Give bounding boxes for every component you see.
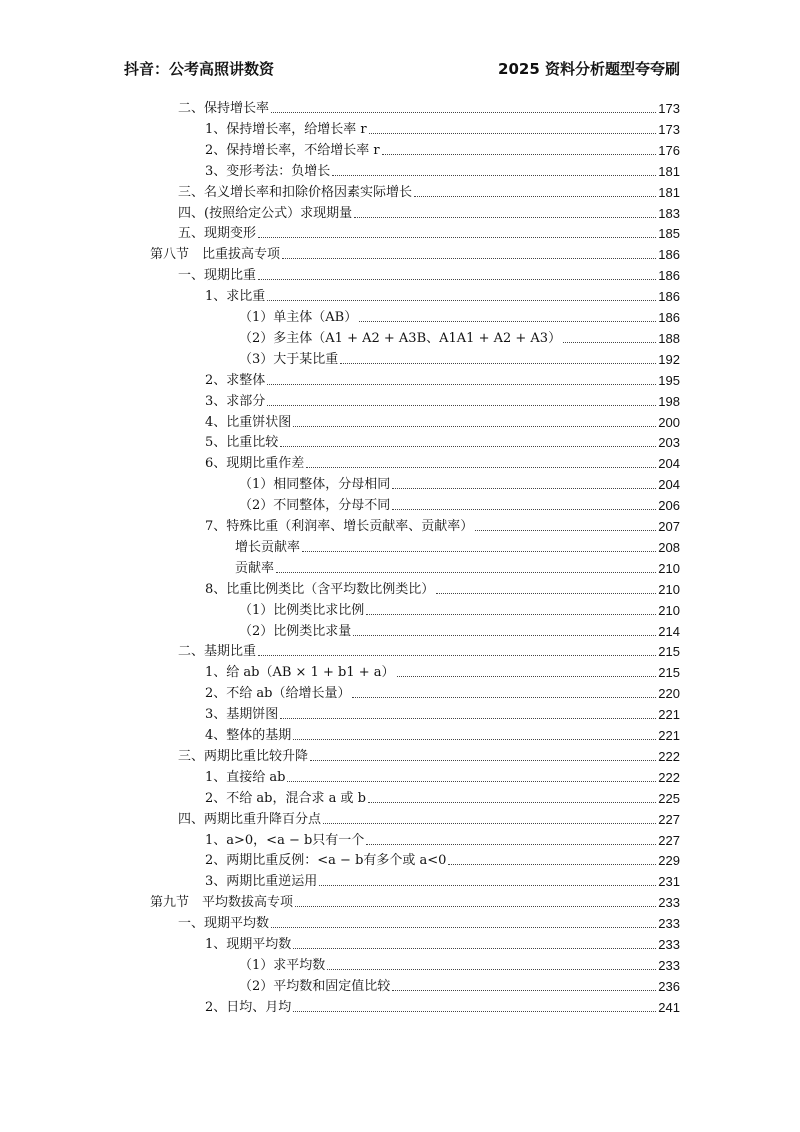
header-left-text: 抖音：公考高照讲数资 [124,60,275,78]
toc-entry-label: （2）平均数和固定值比较 [239,978,391,994]
toc-entry-label: （1）单主体（AB） [239,310,358,325]
toc-entry-label: 7、特殊比重（利润率、增长贡献率、贡献率） [205,519,474,534]
toc-entry-label: （1）相同整体，分母相同 [239,477,391,493]
toc-entry-page-number: 214 [658,623,680,639]
toc-entry[interactable] [235,536,680,556]
toc-entry[interactable] [205,682,680,702]
toc-dot-leader [332,175,656,176]
toc-entry-label: 四、(按照给定公式）求现期量 [178,205,353,221]
toc-entry-page-number: 210 [658,581,680,597]
toc-entry-page-number: 204 [658,477,680,493]
toc-dot-leader [302,551,656,552]
toc-entry-label: 6、现期比重作差 [205,456,305,472]
toc-dot-leader [369,133,657,134]
toc-entry-page-number: 183 [658,205,680,221]
toc-entry-label: 增长贡献率 [235,539,301,555]
toc-dot-leader [323,823,656,824]
page-header [124,58,680,82]
toc-entry-label: 3、两期比重逆运用 [205,874,318,890]
toc-entry-page-number: 188 [658,330,680,346]
toc-dot-leader [397,676,657,677]
toc-entry[interactable] [205,829,680,849]
toc-entry-page-number: 233 [658,937,680,952]
toc-entry-page-number: 227 [658,811,680,827]
toc-entry-label: （1）求平均数 [239,957,326,973]
toc-dot-leader [382,154,657,155]
toc-dot-leader [282,258,656,259]
toc-dot-leader [366,614,656,615]
toc-entry-label: 2、不给 ab（给增长量） [205,686,351,702]
toc-dot-leader [293,948,656,949]
toc-entry-label: 3、基期饼图 [205,707,279,723]
toc-entry[interactable] [205,933,680,953]
toc-entry[interactable] [178,222,680,242]
toc-entry-label: 1、给 ab（AB × 1 + b1 + a） [205,665,395,681]
toc-entry-page-number: 192 [658,351,680,367]
toc-entry-page-number: 231 [658,874,680,890]
toc-entry[interactable] [205,724,680,744]
toc-entry-label: 3、求部分 [205,393,266,409]
toc-dot-leader [475,530,656,531]
toc-entry-page-number: 233 [658,957,680,973]
toc-dot-leader [436,593,656,594]
toc-entry[interactable] [178,912,680,932]
toc-entry[interactable] [239,348,680,368]
toc-entry-label: 二、保持增长率 [178,101,270,116]
toc-entry-label: 2、求整体 [205,372,266,388]
toc-entry[interactable] [205,870,680,890]
toc-entry[interactable] [205,160,680,180]
toc-entry[interactable] [178,745,680,765]
toc-dot-leader [293,1011,656,1012]
toc-entry-label: 5、比重比较 [205,435,279,451]
toc-entry-page-number: 186 [658,289,680,305]
toc-entry-page-number: 173 [658,121,680,137]
toc-entry-page-number: 233 [658,895,680,911]
toc-entry-page-number: 206 [658,498,680,514]
toc-entry[interactable] [239,599,680,619]
toc-entry-label: （3）大于某比重 [239,351,339,367]
toc-dot-leader [327,969,656,970]
toc-entry-page-number: 215 [658,644,680,660]
header-right-text: 2025 资料分析题型夸夸刷 [498,60,680,78]
toc-dot-leader [359,321,656,322]
toc-entry[interactable] [239,975,680,995]
toc-entry-page-number: 181 [658,184,680,200]
toc-entry-page-number: 236 [658,978,680,994]
toc-entry-page-number: 200 [658,414,680,430]
toc-dot-leader [280,446,656,447]
toc-entry-label: （1）比例类比求比例 [239,602,365,618]
toc-dot-leader [287,781,656,782]
toc-dot-leader [271,927,656,928]
toc-entry-label: （2）比例类比求量 [239,623,352,639]
toc-entry-page-number: 185 [658,226,680,242]
toc-dot-leader [271,112,656,113]
toc-entry-label: 贡献率 [235,560,275,576]
toc-entry[interactable] [205,703,680,723]
toc-entry-label: 二、基期比重 [178,644,257,660]
toc-entry[interactable] [178,808,680,828]
toc-entry-label: 1、直接给 ab [205,769,286,785]
toc-entry[interactable] [205,766,680,786]
toc-entry-page-number: 186 [658,310,680,325]
toc-entry-page-number: 220 [658,686,680,702]
toc-entry-page-number: 241 [658,999,680,1015]
toc-entry-label: 4、整体的基期 [205,728,292,743]
toc-entry-page-number: 203 [658,435,680,451]
toc-entry-label: 2、两期比重反例：<a − b有多个或 a<0 [205,853,447,869]
toc-entry[interactable] [205,515,680,535]
toc-entry-label: （2）不同整体，分母不同 [239,498,391,514]
toc-entry-label: 三、名义增长率和扣除价格因素实际增长 [178,184,413,200]
toc-dot-leader [366,844,656,845]
toc-entry-label: 五、现期变形 [178,226,257,242]
toc-entry-label: 2、保持增长率，不给增长率 r [205,142,380,158]
toc-entry-label: 1、现期平均数 [205,937,292,952]
toc-entry-label: 4、比重饼状图 [205,414,292,430]
toc-entry-label: 第八节 比重拔高专项 [150,247,281,263]
toc-entry[interactable] [178,181,680,201]
toc-entry[interactable] [205,369,680,389]
toc-dot-leader [267,384,656,385]
toc-entry[interactable] [239,306,680,326]
toc-entry-label: 一、现期比重 [178,268,257,284]
toc-entry[interactable] [205,390,680,410]
toc-dot-leader [293,426,656,427]
toc-entry-page-number: 198 [658,393,680,409]
toc-entry[interactable] [178,640,680,660]
toc-entry-label: （2）多主体（A1 + A2 + A3B、A1A1 + A2 + A3） [239,330,562,346]
toc-entry-label: 3、变形考法：负增长 [205,163,331,179]
toc-entry[interactable] [205,285,680,305]
toc-dot-leader [352,697,656,698]
toc-entry-page-number: 181 [658,163,680,179]
toc-entry-page-number: 221 [658,707,680,723]
toc-entry-page-number: 208 [658,539,680,555]
toc-entry-label: 一、现期平均数 [178,916,270,932]
toc-entry-page-number: 227 [658,832,680,848]
toc-entry-page-number: 210 [658,602,680,618]
toc-dot-leader [310,760,656,761]
toc-entry-label: 三、两期比重比较升降 [178,748,309,764]
toc-entry[interactable] [205,452,680,472]
toc-dot-leader [295,906,656,907]
toc-entry[interactable] [150,243,680,263]
toc-entry[interactable] [178,202,680,222]
toc-entry-label: 1、保持增长率，给增长率 r [205,121,367,137]
toc-entry[interactable] [239,620,680,640]
toc-dot-leader [414,196,656,197]
toc-entry-page-number: 173 [658,101,680,116]
toc-entry[interactable] [239,494,680,514]
toc-entry[interactable] [205,578,680,598]
toc-entry-page-number: 229 [658,853,680,869]
toc-entry-label: 2、日均、月均 [205,999,292,1015]
toc-entry-page-number: 204 [658,456,680,472]
toc-entry-page-number: 221 [658,728,680,743]
toc-entry[interactable] [178,97,680,117]
toc-entry-page-number: 186 [658,268,680,284]
toc-entry[interactable] [205,849,680,869]
toc-dot-leader [392,509,656,510]
toc-entry[interactable] [150,891,680,911]
toc-entry-label: 2、不给 ab，混合求 a 或 b [205,790,366,806]
toc-entry[interactable] [205,118,680,138]
toc-dot-leader [448,864,656,865]
toc-dot-leader [340,363,656,364]
toc-dot-leader [258,655,656,656]
toc-dot-leader [258,237,656,238]
toc-entry-page-number: 186 [658,247,680,263]
toc-entry[interactable] [239,327,680,347]
toc-entry[interactable] [205,411,680,431]
toc-entry[interactable] [239,473,680,493]
toc-entry[interactable] [178,264,680,284]
toc-dot-leader [276,572,656,573]
toc-entry-label: 第九节 平均数拔高专项 [150,895,294,911]
toc-dot-leader [280,718,656,719]
toc-entry[interactable] [239,954,680,974]
toc-entry-label: 1、求比重 [205,289,266,305]
toc-dot-leader [563,342,656,343]
toc-dot-leader [353,635,656,636]
toc-entry-page-number: 233 [658,916,680,932]
toc-entry[interactable] [205,787,680,807]
toc-entry-label: 1、a>0，<a − b只有一个 [205,832,365,848]
toc-dot-leader [319,885,656,886]
toc-dot-leader [368,802,656,803]
toc-dot-leader [392,990,656,991]
toc-dot-leader [293,739,656,740]
toc-dot-leader [354,217,656,218]
toc-entry[interactable] [205,139,680,159]
toc-entry[interactable] [235,557,680,577]
toc-entry[interactable] [205,996,680,1016]
toc-entry-page-number: 210 [658,560,680,576]
toc-dot-leader [306,467,656,468]
toc-dot-leader [392,488,656,489]
toc-dot-leader [267,405,656,406]
toc-entry[interactable] [205,661,680,681]
toc-entry-page-number: 222 [658,769,680,785]
toc-entry-page-number: 195 [658,372,680,388]
toc-dot-leader [258,279,656,280]
toc-entry-label: 8、比重比例类比（含平均数比例类比） [205,581,435,597]
toc-entry-page-number: 225 [658,790,680,806]
toc-entry-page-number: 207 [658,519,680,534]
toc-entry-label: 四、两期比重升降百分点 [178,811,322,827]
toc-entry-page-number: 215 [658,665,680,681]
toc-dot-leader [267,300,656,301]
toc-entry-page-number: 176 [658,142,680,158]
toc-entry-page-number: 222 [658,748,680,764]
toc-entry[interactable] [205,431,680,451]
